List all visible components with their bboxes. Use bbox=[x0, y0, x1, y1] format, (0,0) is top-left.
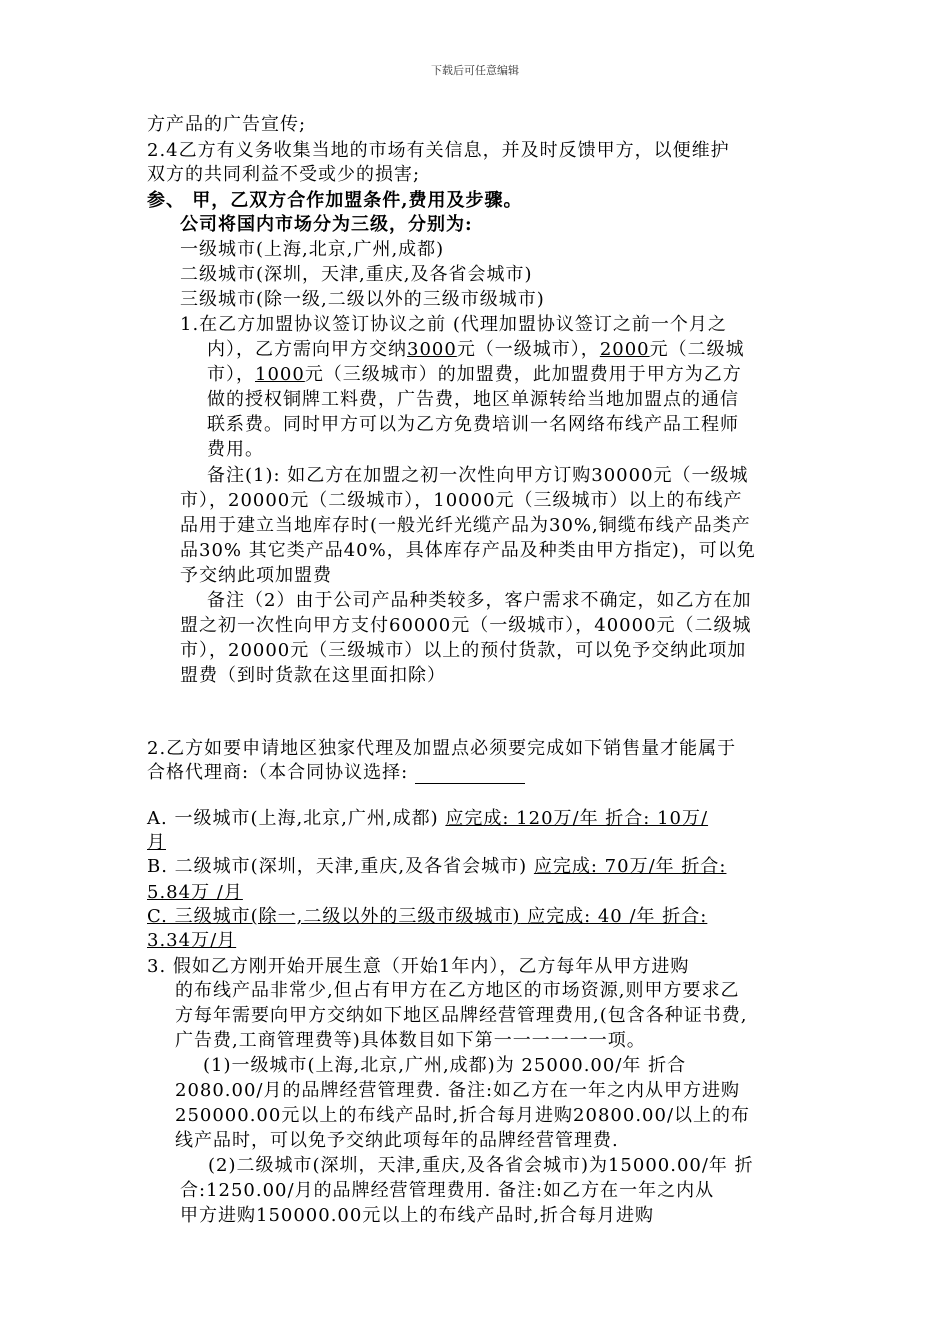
text-line: 方产品的广告宣传; bbox=[147, 114, 307, 135]
text-span: 元（二级城 bbox=[649, 339, 745, 360]
text-span: 元（三级城市）的加盟费，此加盟费用于甲方为乙方 bbox=[304, 364, 742, 385]
page-header: 下载后可任意编辑 bbox=[431, 64, 519, 77]
subheading: 公司将国内市场分为三级，分别为: bbox=[180, 214, 473, 235]
text-line: 联系费。同时甲方可以为乙方免费培训一名网络布线产品工程师 bbox=[207, 414, 739, 435]
text-span: A. 一级城市(上海,北京,广州,成都) bbox=[147, 808, 446, 829]
text-line: 费用。 bbox=[207, 439, 264, 460]
text-line: 市），20000元（三级城市）以上的预付货款，可以免予交纳此项加 bbox=[180, 640, 747, 661]
text-line bbox=[147, 856, 726, 878]
selection-blank[interactable] bbox=[415, 765, 525, 784]
text-line bbox=[207, 339, 745, 361]
text-span: B. 二级城市(深圳，天津,重庆,及各省会城市) bbox=[147, 856, 534, 877]
text-line: 备注(1): 如乙方在加盟之初一次性向甲方订购30000元（一级城 bbox=[207, 465, 749, 486]
text-span: 市）， bbox=[207, 364, 255, 385]
sales-target: 应完成: 70万/年 折合: bbox=[533, 856, 727, 877]
sales-target: 应完成: 120万/年 折合: 10万/ bbox=[445, 808, 709, 829]
text-line: 广告费,工商管理费等)具体数目如下第一一一一一一项。 bbox=[175, 1030, 646, 1051]
text-span: 元（一级城市）， bbox=[456, 339, 600, 360]
text-line bbox=[147, 808, 708, 830]
text-line bbox=[207, 364, 742, 386]
text-line: 甲方进购150000.00元以上的布线产品时,折合每月进购 bbox=[180, 1205, 655, 1226]
fee-amount: 1000 bbox=[255, 364, 305, 385]
sales-target: 应完成: 40 /年 折合: bbox=[520, 906, 708, 927]
text-line: 品用于建立当地库存时(一般光纤光缆产品为30%,铜缆布线产品类产 bbox=[180, 515, 751, 536]
text-line: 三级城市(除一级,二级以外的三级市级城市) bbox=[180, 289, 545, 310]
text-line: 250000.00元以上的布线产品时,折合每月进购20800.00/以上的布 bbox=[175, 1105, 751, 1126]
text-span: 合格代理商:（本合同协议选择: bbox=[147, 762, 409, 783]
text-line: (2)二级城市(深圳，天津,重庆,及各省会城市)为15000.00/年 折 bbox=[208, 1155, 754, 1176]
text-line: 一级城市(上海,北京,广州,成都) bbox=[180, 239, 445, 260]
fee-amount: 3000 bbox=[407, 339, 457, 360]
text-line: 的布线产品非常少,但占有甲方在乙方地区的市场资源,则甲方要求乙 bbox=[175, 980, 740, 1001]
text-span: 内），乙方需向甲方交纳 bbox=[207, 339, 407, 360]
text-line: 做的授权铜牌工料费，广告费，地区单源转给当地加盟点的通信 bbox=[207, 389, 739, 410]
text-line: 盟之初一次性向甲方支付60000元（一级城市），40000元（二级城 bbox=[180, 615, 752, 636]
section-heading: 参、 甲，乙双方合作加盟条件,费用及步骤。 bbox=[147, 190, 523, 211]
text-line: 方每年需要向甲方交纳如下地区品牌经营管理费用,(包含各种证书费, bbox=[175, 1005, 748, 1026]
text-line: 二级城市(深圳，天津,重庆,及各省会城市) bbox=[180, 264, 533, 285]
text-line bbox=[147, 906, 707, 928]
text-line: 合:1250.00/月的品牌经营管理费用. 备注:如乙方在一年之内从 bbox=[180, 1180, 715, 1201]
text-span: C. 三级城市(除一,二级以外的三级市级城市) bbox=[147, 906, 521, 927]
fee-amount: 2000 bbox=[599, 339, 650, 360]
text-line: 3. 假如乙方刚开始开展生意（开始1年内），乙方每年从甲方进购 bbox=[147, 956, 690, 977]
text-line: 予交纳此项加盟费 bbox=[180, 565, 332, 586]
sales-target: 5.84万 /月 bbox=[147, 882, 243, 903]
text-line: 品30% 其它类产品40%，具体库存产品及种类由甲方指定)，可以免 bbox=[180, 540, 756, 561]
text-line: 盟费（到时货款在这里面扣除） bbox=[180, 665, 446, 686]
text-line: 市），20000元（二级城市），10000元（三级城市）以上的布线产 bbox=[180, 490, 743, 511]
text-line: 2.4乙方有义务收集当地的市场有关信息，并及时反馈甲方，以便维护 bbox=[147, 140, 730, 161]
sales-target: 月 bbox=[147, 832, 166, 853]
text-line: 备注（2）由于公司产品种类较多，客户需求不确定，如乙方在加 bbox=[207, 590, 752, 611]
text-line: 2080.00/月的品牌经营管理费. 备注:如乙方在一年之内从甲方进购 bbox=[175, 1080, 741, 1101]
text-line: 1.在乙方加盟协议签订协议之前 (代理加盟协议签订之前一个月之 bbox=[180, 314, 727, 335]
text-line: 双方的共同利益不受或少的损害; bbox=[147, 164, 421, 185]
text-line: (1)一级城市(上海,北京,广州,成都)为 25000.00/年 折合 bbox=[203, 1055, 687, 1076]
text-line: 2.乙方如要申请地区独家代理及加盟点必须要完成如下销售量才能属于 bbox=[147, 738, 737, 759]
sales-target: 3.34万/月 bbox=[147, 930, 237, 951]
text-line: 线产品时，可以免予交纳此项每年的品牌经营管理费. bbox=[175, 1130, 619, 1151]
text-line bbox=[147, 762, 525, 784]
